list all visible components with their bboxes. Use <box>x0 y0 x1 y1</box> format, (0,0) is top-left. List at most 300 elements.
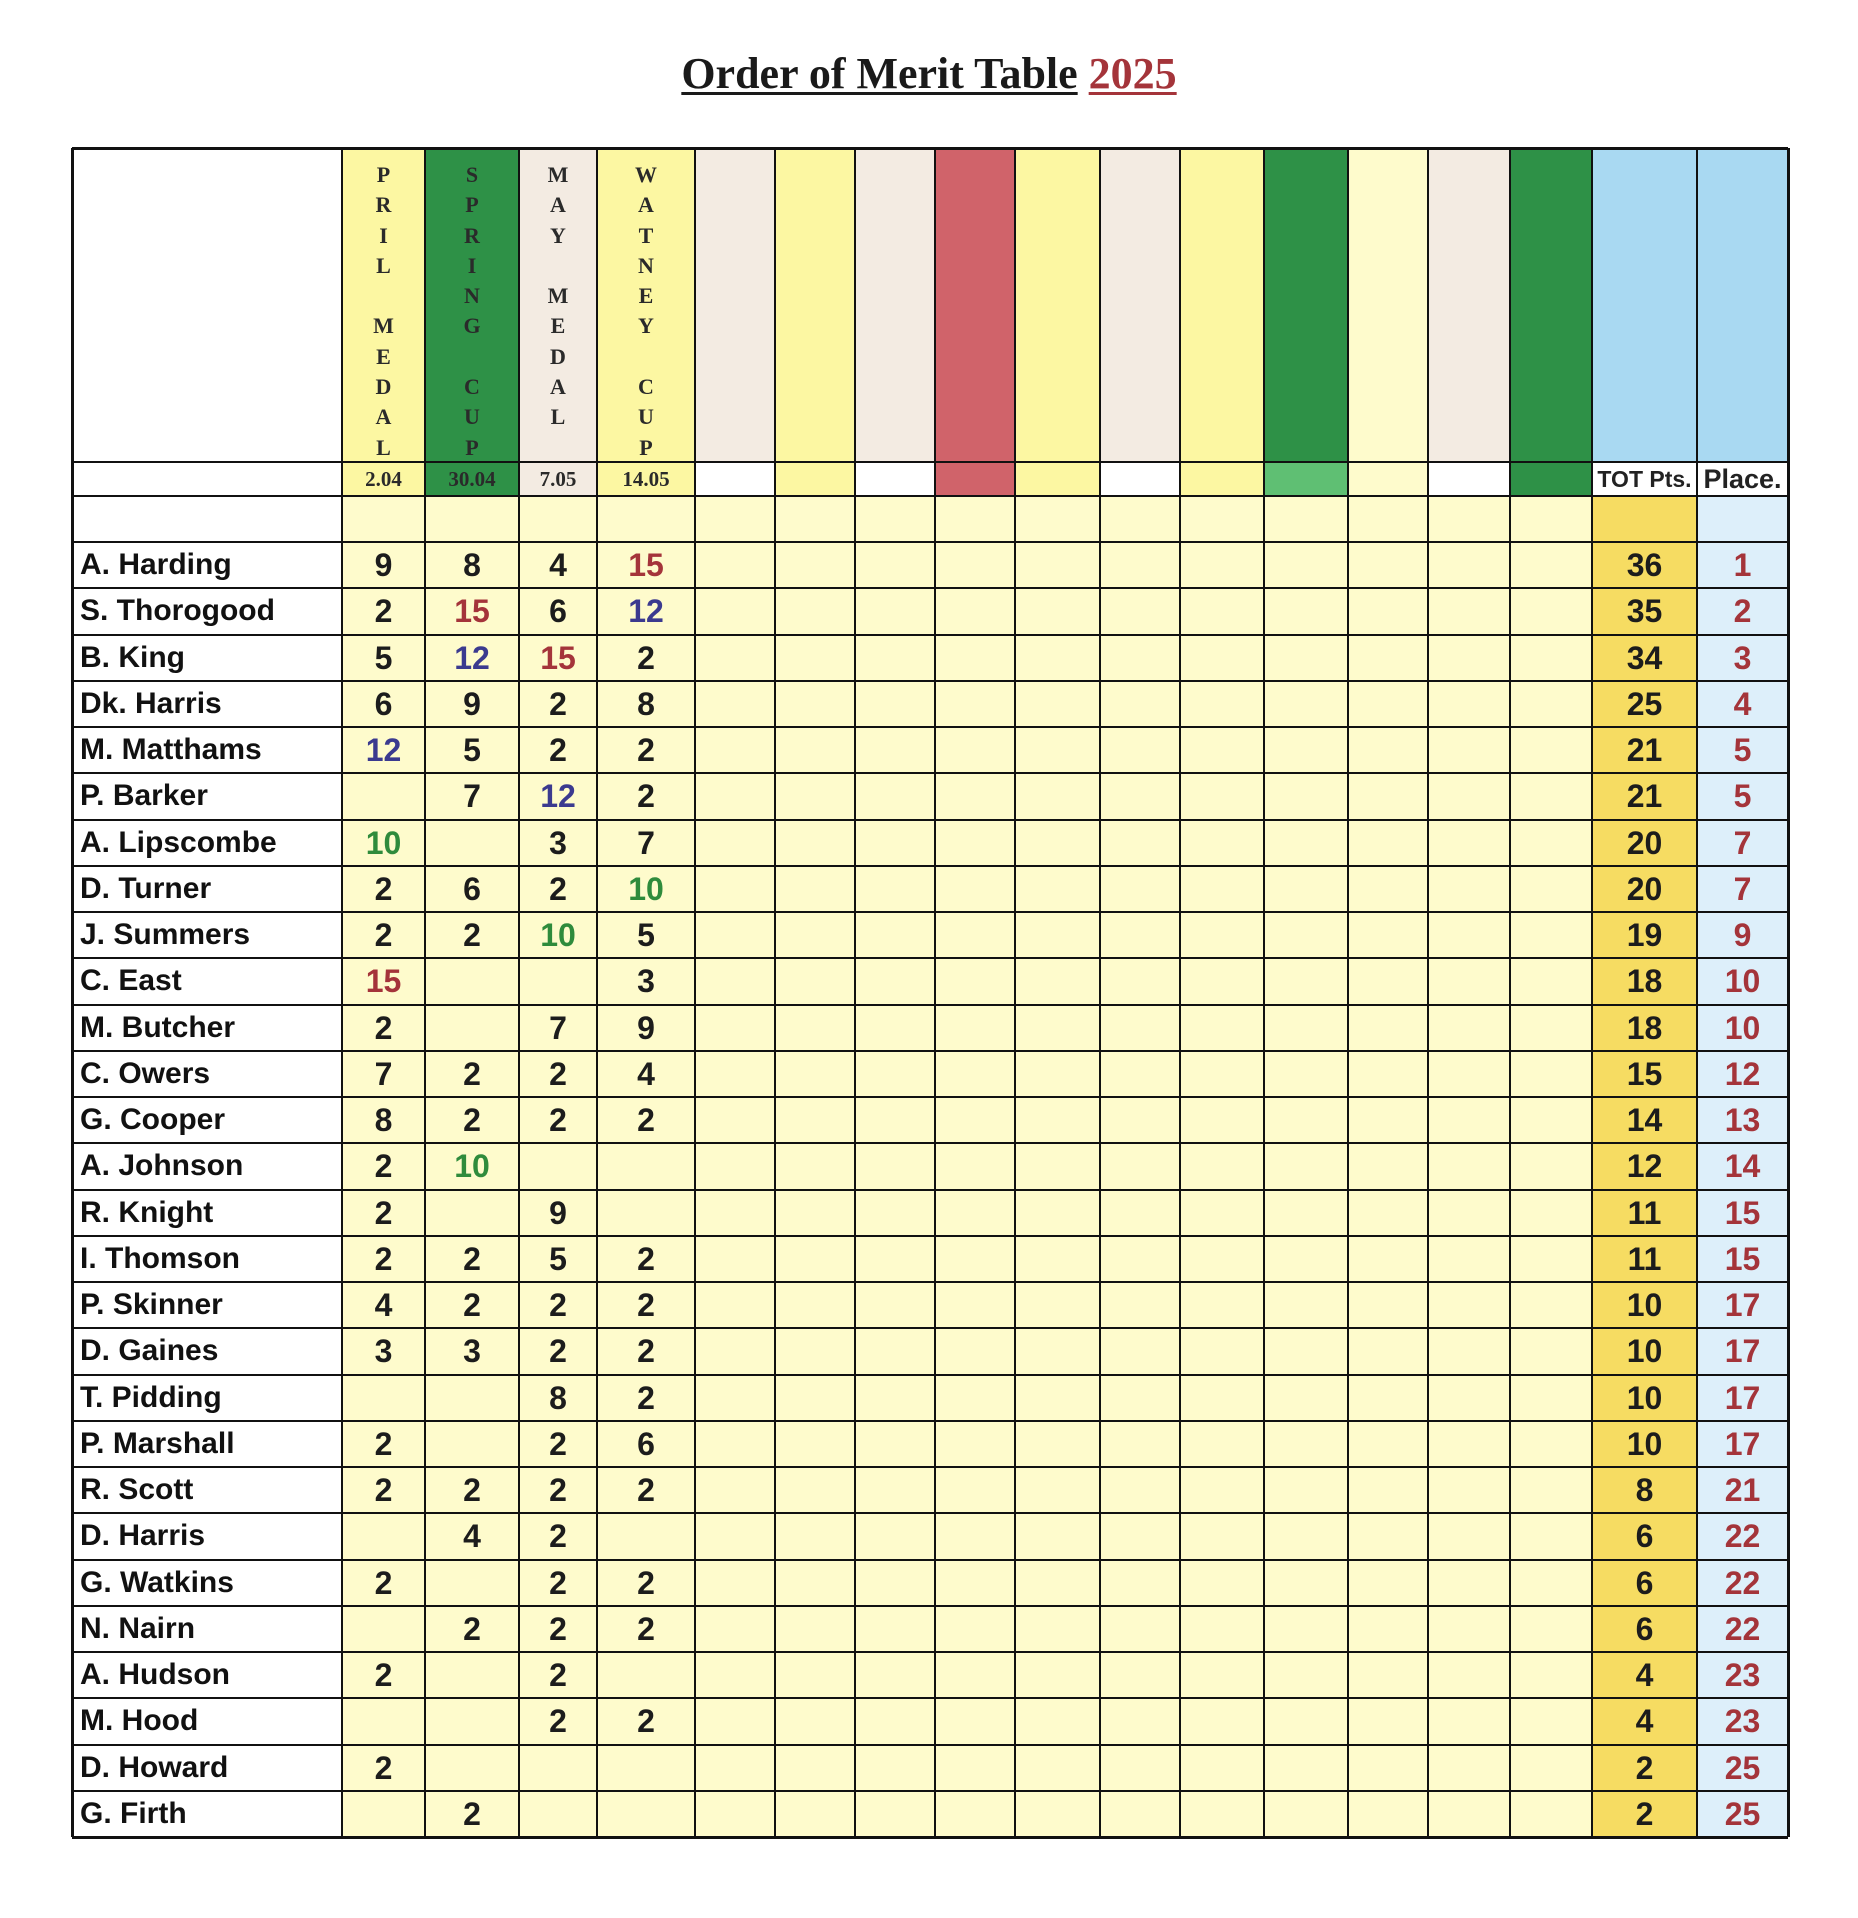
place-value: 22 <box>1697 1606 1788 1652</box>
grid-line-vertical <box>1427 148 1429 1837</box>
table-cell <box>1100 727 1180 773</box>
table-cell <box>1015 1560 1100 1606</box>
table-cell <box>1180 635 1264 681</box>
table-cell <box>1180 542 1264 588</box>
grid-line-horizontal <box>72 1836 1788 1839</box>
table-cell <box>1180 1282 1264 1328</box>
total-points: 21 <box>1592 773 1697 819</box>
place-value: 9 <box>1697 912 1788 958</box>
competition-header-col <box>1264 148 1348 462</box>
table-cell <box>1264 1143 1348 1189</box>
table-cell <box>1510 542 1592 588</box>
grid-line-horizontal <box>72 1050 1788 1052</box>
table-cell <box>695 1097 775 1143</box>
grid-line-vertical <box>341 148 343 1837</box>
table-cell <box>775 1745 855 1791</box>
table-cell <box>1015 773 1100 819</box>
table-cell <box>855 1236 935 1282</box>
table-cell <box>695 1005 775 1051</box>
table-cell <box>935 1282 1015 1328</box>
table-cell <box>935 1421 1015 1467</box>
table-cell <box>1348 773 1428 819</box>
table-cell <box>935 542 1015 588</box>
table-cell <box>1348 1421 1428 1467</box>
table-cell <box>695 727 775 773</box>
table-cell <box>1015 1745 1100 1791</box>
spacer-cell <box>935 496 1015 542</box>
place-value: 3 <box>1697 635 1788 681</box>
table-cell <box>775 1328 855 1374</box>
table-cell <box>1100 820 1180 866</box>
score-cell <box>597 1190 695 1236</box>
table-cell <box>1428 820 1510 866</box>
table-cell <box>1348 1652 1428 1698</box>
grid-line-horizontal <box>72 911 1788 913</box>
spacer-cell <box>1697 496 1788 542</box>
header-corner <box>72 148 342 462</box>
place-value: 25 <box>1697 1745 1788 1791</box>
score-cell: 2 <box>425 1236 519 1282</box>
competition-header-col <box>775 148 855 462</box>
score-cell <box>597 1513 695 1559</box>
title-text: Order of Merit Table <box>681 49 1078 98</box>
place-value: 17 <box>1697 1375 1788 1421</box>
score-cell: 2 <box>342 1005 425 1051</box>
table-cell <box>935 1005 1015 1051</box>
score-cell: 2 <box>597 1236 695 1282</box>
table-cell <box>1180 588 1264 634</box>
grid-line-horizontal <box>72 1559 1788 1561</box>
score-cell: 7 <box>342 1051 425 1097</box>
total-points: 6 <box>1592 1560 1697 1606</box>
total-points: 2 <box>1592 1791 1697 1837</box>
table-cell <box>1264 1606 1348 1652</box>
table-cell <box>695 773 775 819</box>
table-cell <box>1510 866 1592 912</box>
table-cell <box>855 912 935 958</box>
table-cell <box>1264 820 1348 866</box>
competition-header-col <box>1015 148 1100 462</box>
table-cell <box>935 1791 1015 1837</box>
table-cell <box>1510 1328 1592 1374</box>
place-value: 7 <box>1697 866 1788 912</box>
table-cell <box>775 1143 855 1189</box>
table-cell <box>855 1051 935 1097</box>
player-name: S. Thorogood <box>72 588 342 634</box>
score-cell: 12 <box>519 773 597 819</box>
score-cell: 10 <box>519 912 597 958</box>
score-cell: 2 <box>425 1467 519 1513</box>
grid-line-horizontal <box>72 147 1788 150</box>
table-cell <box>1015 635 1100 681</box>
table-cell <box>695 1190 775 1236</box>
total-points: 6 <box>1592 1513 1697 1559</box>
spacer-cell <box>695 496 775 542</box>
date-cell <box>1264 462 1348 496</box>
table-cell <box>1348 1328 1428 1374</box>
player-name: D. Gaines <box>72 1328 342 1374</box>
table-cell <box>855 1467 935 1513</box>
table-cell <box>1100 1143 1180 1189</box>
competition-header-col <box>855 148 935 462</box>
table-cell <box>775 542 855 588</box>
grid-line-horizontal <box>72 1605 1788 1607</box>
date-cell <box>1428 462 1510 496</box>
table-cell <box>695 1698 775 1744</box>
score-cell: 2 <box>342 1190 425 1236</box>
table-cell <box>695 866 775 912</box>
table-cell <box>775 958 855 1004</box>
table-cell <box>1428 588 1510 634</box>
score-cell: 2 <box>425 1282 519 1328</box>
score-cell <box>425 1421 519 1467</box>
table-cell <box>1100 1698 1180 1744</box>
table-cell <box>1264 635 1348 681</box>
competition-header-col <box>1510 148 1592 462</box>
competition-header-col <box>1180 148 1264 462</box>
table-cell <box>1015 1005 1100 1051</box>
score-cell: 2 <box>519 1560 597 1606</box>
table-cell <box>695 912 775 958</box>
score-cell <box>597 1745 695 1791</box>
table-cell <box>1180 773 1264 819</box>
table-cell <box>1100 1005 1180 1051</box>
table-cell <box>1510 1097 1592 1143</box>
table-cell <box>1100 1606 1180 1652</box>
spacer-cell <box>1592 496 1697 542</box>
table-cell <box>1180 912 1264 958</box>
score-cell: 3 <box>519 820 597 866</box>
table-cell <box>775 773 855 819</box>
table-cell <box>1100 912 1180 958</box>
score-cell <box>342 1698 425 1744</box>
table-cell <box>775 1282 855 1328</box>
score-cell: 2 <box>519 1698 597 1744</box>
player-name: A. Johnson <box>72 1143 342 1189</box>
table-cell <box>1100 1190 1180 1236</box>
total-points: 19 <box>1592 912 1697 958</box>
table-cell <box>1428 635 1510 681</box>
table-cell <box>935 866 1015 912</box>
table-cell <box>1510 1143 1592 1189</box>
competition-date: 14.05 <box>597 462 695 496</box>
competition-header-0 <box>342 148 425 462</box>
competition-header-1 <box>425 148 519 462</box>
table-cell <box>935 1745 1015 1791</box>
table-cell <box>1180 1005 1264 1051</box>
player-name: P. Barker <box>72 773 342 819</box>
table-cell <box>695 1467 775 1513</box>
grid-line-horizontal <box>72 1420 1788 1422</box>
table-cell <box>1100 1791 1180 1837</box>
place-value: 23 <box>1697 1652 1788 1698</box>
table-cell <box>1264 958 1348 1004</box>
table-cell <box>1264 1051 1348 1097</box>
table-cell <box>1510 1236 1592 1282</box>
score-cell: 15 <box>519 635 597 681</box>
player-name: A. Hudson <box>72 1652 342 1698</box>
total-points: 14 <box>1592 1097 1697 1143</box>
score-cell: 9 <box>342 542 425 588</box>
score-cell: 2 <box>597 1328 695 1374</box>
score-cell <box>342 1606 425 1652</box>
grid-line-horizontal <box>72 1744 1788 1746</box>
place-value: 14 <box>1697 1143 1788 1189</box>
table-cell <box>855 820 935 866</box>
spacer-cell <box>519 496 597 542</box>
grid-line-vertical <box>1696 148 1698 1837</box>
table-cell <box>695 542 775 588</box>
score-cell: 2 <box>425 1051 519 1097</box>
date-cell <box>72 462 342 496</box>
grid-line-vertical <box>1591 148 1593 1837</box>
table-cell <box>695 1421 775 1467</box>
place-value: 10 <box>1697 1005 1788 1051</box>
total-points: 4 <box>1592 1698 1697 1744</box>
table-cell <box>1100 1513 1180 1559</box>
score-cell: 5 <box>342 635 425 681</box>
player-name: G. Firth <box>72 1791 342 1837</box>
table-cell <box>1100 1097 1180 1143</box>
table-cell <box>1510 1467 1592 1513</box>
table-cell <box>1180 820 1264 866</box>
table-cell <box>1180 1606 1264 1652</box>
player-name: M. Hood <box>72 1698 342 1744</box>
date-cell <box>775 462 855 496</box>
table-cell <box>775 1698 855 1744</box>
table-cell <box>1180 1051 1264 1097</box>
score-cell <box>519 1791 597 1837</box>
table-cell <box>1100 681 1180 727</box>
total-points: 20 <box>1592 866 1697 912</box>
score-cell <box>425 1698 519 1744</box>
table-cell <box>935 958 1015 1004</box>
table-cell <box>1100 866 1180 912</box>
score-cell: 10 <box>597 866 695 912</box>
score-cell <box>425 1560 519 1606</box>
player-name: C. East <box>72 958 342 1004</box>
table-cell <box>935 1328 1015 1374</box>
score-cell <box>519 1143 597 1189</box>
table-cell <box>1510 912 1592 958</box>
table-cell <box>855 1143 935 1189</box>
table-cell <box>1100 958 1180 1004</box>
table-cell <box>695 635 775 681</box>
table-cell <box>935 912 1015 958</box>
table-cell <box>1348 1791 1428 1837</box>
table-cell <box>1264 1097 1348 1143</box>
table-cell <box>855 866 935 912</box>
table-cell <box>935 681 1015 727</box>
place-value: 17 <box>1697 1328 1788 1374</box>
table-cell <box>1180 681 1264 727</box>
table-cell <box>775 635 855 681</box>
table-cell <box>855 1513 935 1559</box>
competition-header-col <box>1348 148 1428 462</box>
grid-line-horizontal <box>72 1142 1788 1144</box>
total-points: 25 <box>1592 681 1697 727</box>
grid-line-horizontal <box>72 634 1788 636</box>
grid-line-vertical <box>694 148 696 1837</box>
score-cell: 15 <box>342 958 425 1004</box>
grid-line-vertical <box>774 148 776 1837</box>
score-cell: 9 <box>597 1005 695 1051</box>
player-name: M. Butcher <box>72 1005 342 1051</box>
table-cell <box>695 958 775 1004</box>
table-cell <box>1100 773 1180 819</box>
date-cell <box>855 462 935 496</box>
table-cell <box>1348 1282 1428 1328</box>
table-cell <box>935 727 1015 773</box>
table-cell <box>1348 1143 1428 1189</box>
place-value: 22 <box>1697 1513 1788 1559</box>
table-cell <box>1015 1051 1100 1097</box>
table-cell <box>1348 1560 1428 1606</box>
table-cell <box>1428 1652 1510 1698</box>
table-cell <box>1348 958 1428 1004</box>
grid-line-vertical <box>518 148 520 1837</box>
place-value: 1 <box>1697 542 1788 588</box>
table-cell <box>1428 912 1510 958</box>
date-cell <box>695 462 775 496</box>
table-cell <box>695 1791 775 1837</box>
total-points: 12 <box>1592 1143 1697 1189</box>
score-cell: 2 <box>597 1560 695 1606</box>
table-cell <box>1348 588 1428 634</box>
table-cell <box>775 912 855 958</box>
total-points: 36 <box>1592 542 1697 588</box>
table-cell <box>935 1652 1015 1698</box>
player-name: C. Owers <box>72 1051 342 1097</box>
table-cell <box>1100 1745 1180 1791</box>
table-cell <box>775 1606 855 1652</box>
total-points: 11 <box>1592 1236 1697 1282</box>
total-points: 4 <box>1592 1652 1697 1698</box>
player-name: D. Howard <box>72 1745 342 1791</box>
score-cell: 4 <box>597 1051 695 1097</box>
table-cell <box>1264 1467 1348 1513</box>
table-cell <box>935 820 1015 866</box>
table-cell <box>1510 1421 1592 1467</box>
score-cell <box>425 1375 519 1421</box>
grid-line-horizontal <box>72 865 1788 867</box>
table-cell <box>1348 1005 1428 1051</box>
place-value: 7 <box>1697 820 1788 866</box>
grid-line-horizontal <box>72 495 1788 497</box>
table-cell <box>775 1513 855 1559</box>
table-cell <box>1348 912 1428 958</box>
table-cell <box>775 1467 855 1513</box>
table-cell <box>935 1097 1015 1143</box>
player-name: G. Cooper <box>72 1097 342 1143</box>
table-cell <box>1428 1375 1510 1421</box>
table-cell <box>775 588 855 634</box>
spacer-cell <box>342 496 425 542</box>
table-cell <box>1428 773 1510 819</box>
player-name: R. Scott <box>72 1467 342 1513</box>
competition-date: 2.04 <box>342 462 425 496</box>
table-cell <box>935 1190 1015 1236</box>
score-cell: 2 <box>597 727 695 773</box>
table-cell <box>1348 542 1428 588</box>
table-cell <box>695 1236 775 1282</box>
player-name: D. Harris <box>72 1513 342 1559</box>
score-cell: 8 <box>425 542 519 588</box>
player-name: J. Summers <box>72 912 342 958</box>
total-points: 21 <box>1592 727 1697 773</box>
grid-line-horizontal <box>72 1281 1788 1283</box>
table-cell <box>1264 1745 1348 1791</box>
table-cell <box>935 1560 1015 1606</box>
table-cell <box>1180 1236 1264 1282</box>
table-cell <box>1348 1097 1428 1143</box>
score-cell: 12 <box>425 635 519 681</box>
date-cell <box>935 462 1015 496</box>
table-cell <box>1264 727 1348 773</box>
table-cell <box>1180 1467 1264 1513</box>
grid-line-horizontal <box>72 1466 1788 1468</box>
table-cell <box>1428 1606 1510 1652</box>
score-cell <box>425 958 519 1004</box>
table-cell <box>1510 1190 1592 1236</box>
table-cell <box>935 635 1015 681</box>
spacer-cell <box>72 496 342 542</box>
table-cell <box>1428 1097 1510 1143</box>
table-cell <box>1348 1190 1428 1236</box>
score-cell: 2 <box>597 1097 695 1143</box>
score-cell: 2 <box>342 1143 425 1189</box>
score-cell: 9 <box>425 681 519 727</box>
score-cell: 6 <box>425 866 519 912</box>
table-cell <box>1100 1375 1180 1421</box>
date-cell <box>1180 462 1264 496</box>
table-cell <box>1348 1606 1428 1652</box>
score-cell: 2 <box>342 912 425 958</box>
table-cell <box>1510 1606 1592 1652</box>
place-value: 5 <box>1697 727 1788 773</box>
grid-line-horizontal <box>72 1374 1788 1376</box>
table-cell <box>1264 1652 1348 1698</box>
total-points: 34 <box>1592 635 1697 681</box>
spacer-cell <box>1015 496 1100 542</box>
score-cell: 10 <box>342 820 425 866</box>
table-cell <box>855 958 935 1004</box>
grid-line-vertical <box>71 148 74 1837</box>
table-cell <box>1180 1097 1264 1143</box>
table-cell <box>1180 1328 1264 1374</box>
score-cell: 2 <box>342 1745 425 1791</box>
score-cell: 5 <box>597 912 695 958</box>
table-cell <box>1180 1143 1264 1189</box>
table-cell <box>775 820 855 866</box>
table-cell <box>1428 1745 1510 1791</box>
total-points: 20 <box>1592 820 1697 866</box>
score-cell: 3 <box>597 958 695 1004</box>
table-cell <box>1180 1652 1264 1698</box>
spacer-cell <box>597 496 695 542</box>
score-cell: 2 <box>597 1375 695 1421</box>
competition-name: P R I L M E D A L <box>373 162 394 460</box>
table-cell <box>1100 1282 1180 1328</box>
player-name: P. Marshall <box>72 1421 342 1467</box>
table-cell <box>695 1745 775 1791</box>
total-points: 18 <box>1592 958 1697 1004</box>
table-cell <box>1100 588 1180 634</box>
table-cell <box>1510 1005 1592 1051</box>
table-cell <box>1348 1698 1428 1744</box>
title-year: 2025 <box>1088 49 1177 98</box>
table-cell <box>1510 1745 1592 1791</box>
